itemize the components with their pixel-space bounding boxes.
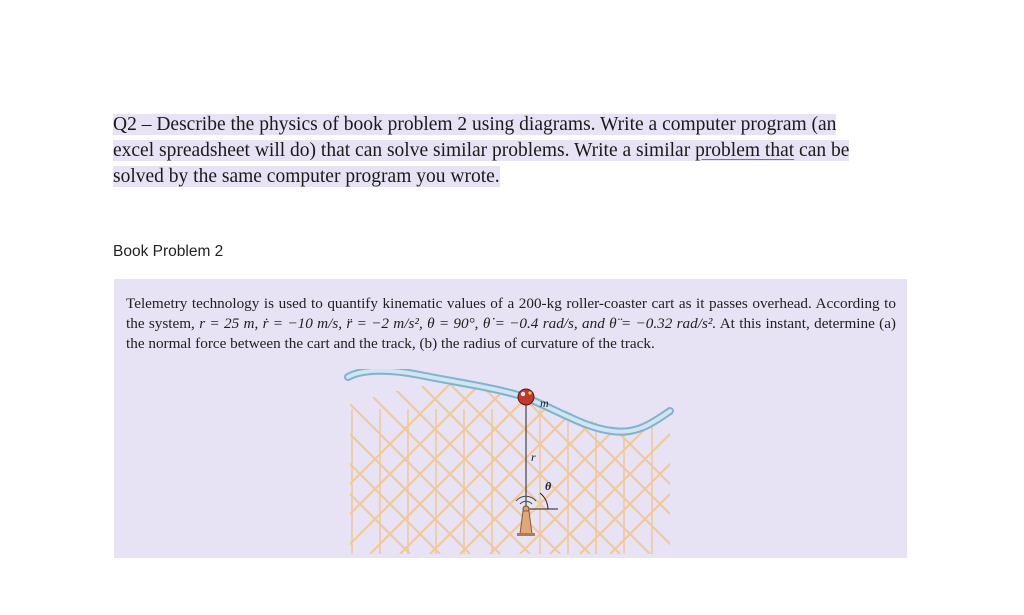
coaster-track xyxy=(348,371,670,432)
question-line-3: solved by the same computer program you wrote. xyxy=(113,166,500,187)
book-problem-label: Book Problem 2 xyxy=(113,243,224,260)
theta-value: θ = 90°, xyxy=(427,315,483,332)
rdot-value: ṙ = −10 m/s, xyxy=(262,315,347,332)
label-theta: θ xyxy=(545,479,552,493)
question-line-2: excel spreadsheet will do) that can solve similar problems. Write a similar problem that can be xyxy=(113,140,850,161)
question-text xyxy=(113,112,913,190)
thetaddot-value: θ̈ = −0.32 rad/s². xyxy=(609,315,717,332)
problem-statement: Telemetry technology is used to quantify kinematic values of a 200-kg roller-coaster cart as it passes overhead. According to the system, r = 25 m, ṙ = −10 m/s, r̈ = −2 m/s², θ = 90°, θ̇ = −0.4 rad/s, and θ̈ = −0.32 rad/s². At this instant, determine (a) the normal force between the cart and the track, (b) the radius of curvature of the track. xyxy=(126,295,896,352)
r-value: r = 25 m, xyxy=(199,315,263,332)
cart-icon xyxy=(518,389,534,405)
problem-box xyxy=(114,279,907,558)
label-r: r xyxy=(531,450,536,464)
underlined-phrase: problem that xyxy=(695,140,795,161)
label-m: m xyxy=(540,396,549,410)
thetadot-value: θ̇ = −0.4 rad/s, and xyxy=(482,315,610,332)
question-line-1: Q2 – Describe the physics of book problem 2 using diagrams. Write a computer program (an xyxy=(113,114,837,135)
rddot-value: r̈ = −2 m/s², xyxy=(346,315,428,332)
roller-coaster-figure xyxy=(340,369,680,554)
